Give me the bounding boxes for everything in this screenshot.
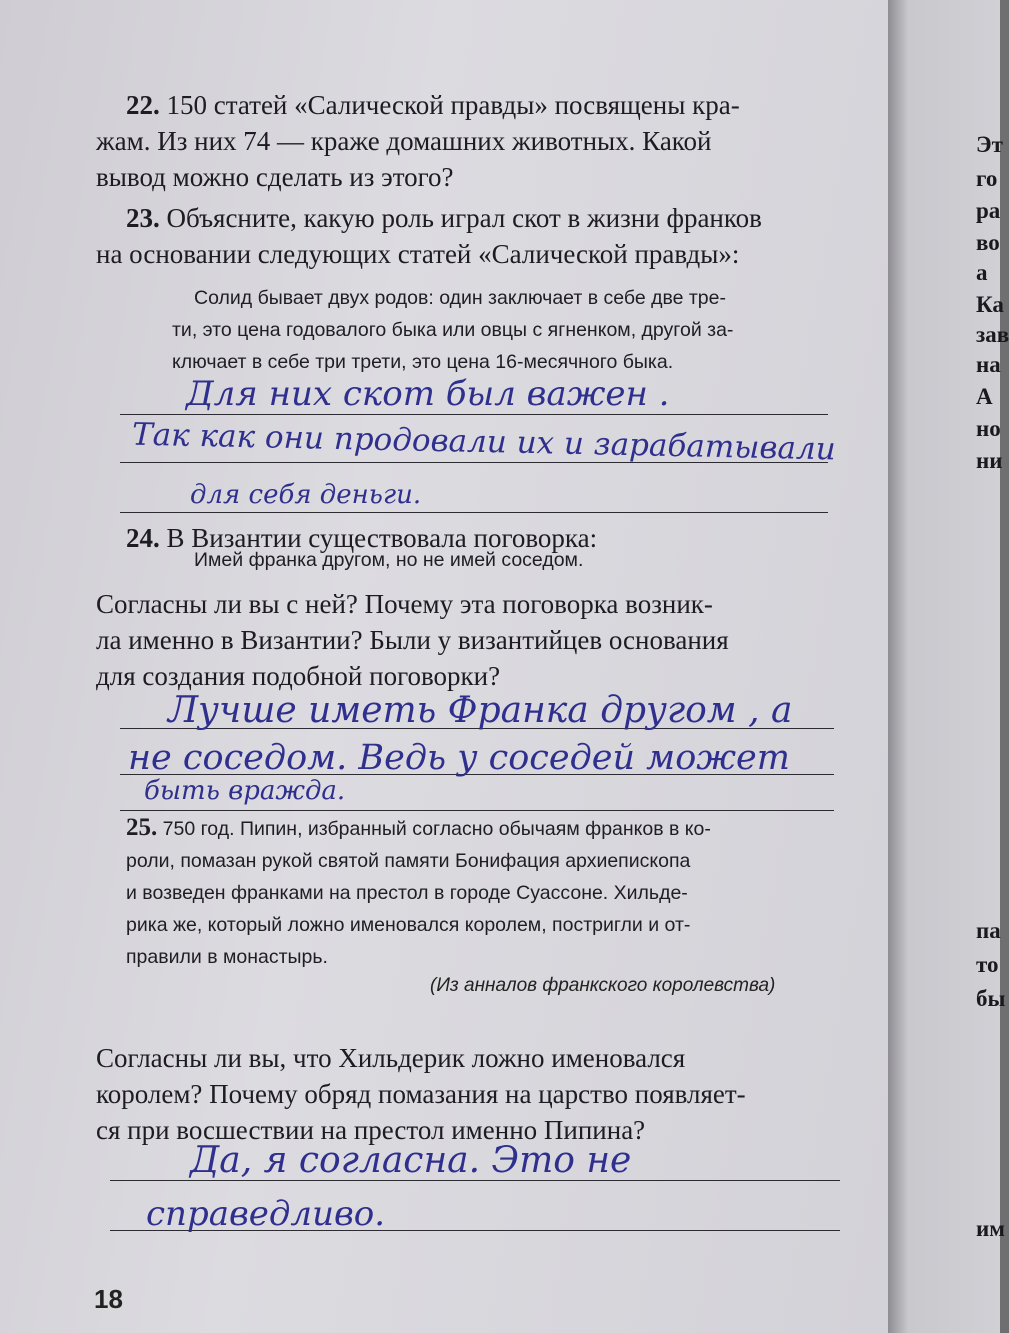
question-number: 23. (126, 203, 160, 233)
question-25-text (96, 1040, 856, 1148)
question-text: ла именно в Византии? Были у византийцев основания (96, 625, 729, 655)
handwritten-answer: для себя деньги. (190, 480, 422, 510)
next-page-fragment: ра (976, 198, 1001, 223)
next-page-fragment: А (976, 384, 993, 409)
next-page-fragment: во (976, 230, 1000, 255)
handwritten-answer: быть вражда. (144, 776, 346, 806)
quote-line: роли, помазан рукой святой памяти Бонифация архиепископа (126, 850, 691, 872)
handwritten-answer: Да, я согласна. Это не (190, 1140, 632, 1181)
next-page-fragment: Ка (976, 292, 1004, 317)
answer-line (120, 512, 828, 513)
question-text: Объясните, какую роль играл скот в жизни франков (166, 203, 762, 233)
question-number: 22. (126, 90, 160, 120)
next-page-fragment: на (976, 352, 1001, 377)
next-page-fragment: го (976, 166, 998, 191)
next-page-fragment: а (976, 260, 988, 285)
quote-line: ти, это цена годовалого быка или овцы с ягненком, другой за- (172, 319, 734, 341)
quote-line: рика же, который ложно именовался королем, постригли и от- (126, 914, 691, 936)
question-text: для создания подобной поговорки? (96, 661, 501, 691)
next-page-fragment: ни (976, 448, 1003, 473)
quote-line: Имей франка другом, но не имей соседом. (194, 549, 584, 571)
handwritten-answer: Так как они продовали их и зарабатывали (131, 416, 837, 468)
quote-line: правили в монастырь. (126, 946, 328, 968)
question-text: вывод можно сделать из этого? (96, 162, 454, 192)
quote-line: 750 год. Пипин, избранный согласно обычаям франков в ко- (162, 818, 711, 840)
next-page-fragment: но (976, 416, 1001, 441)
question-text: жам. Из них 74 — краже домашних животных. Какой (96, 126, 712, 156)
answer-line (120, 414, 828, 415)
handwritten-answer: Для них скот был важен . (186, 374, 670, 414)
handwritten-answer: Лучше иметь Франка другом , а (168, 690, 793, 731)
question-text: королем? Почему обряд помазания на царство появляет- (96, 1079, 746, 1109)
next-page-fragment: па (976, 918, 1001, 943)
question-23 (96, 200, 866, 272)
quote-source: (Из анналов франкского королевства) (430, 975, 776, 996)
handwritten-answer: справедливо. (146, 1194, 386, 1234)
handwritten-answer: не соседом. Ведь у соседей может (128, 738, 790, 778)
next-page-fragment: Эт (976, 132, 1003, 157)
question-text: В Византии существовала поговорка: (166, 523, 598, 553)
quote-23 (172, 282, 852, 378)
answer-line (120, 810, 834, 811)
question-24-text (96, 586, 856, 694)
question-text: на основании следующих статей «Салической правды»: (96, 239, 740, 269)
question-number: 25. (126, 814, 158, 841)
quote-24 (194, 544, 583, 576)
question-number: 24. (126, 523, 160, 553)
page-number: 18 (94, 1284, 123, 1314)
question-text: ся при восшествии на престол именно Пипина? (96, 1115, 646, 1145)
next-page-fragment: им (976, 1216, 1005, 1241)
question-text: 150 статей «Салической правды» посвящены кра- (166, 90, 740, 120)
quote-line: и возведен франками на престол в городе Суассоне. Хильде- (126, 882, 688, 904)
question-22 (96, 87, 846, 195)
next-page-fragment: бы (976, 986, 1006, 1011)
quote-line: ключает в себе три трети, это цена 16-месячного быка. (172, 351, 674, 373)
next-page-fragment: то (976, 952, 999, 977)
question-25 (126, 812, 846, 973)
quote-line: Солид бывает двух родов: один заключает в себе две тре- (194, 287, 726, 309)
next-page-fragment: зав (976, 322, 1009, 347)
question-text: Согласны ли вы с ней? Почему эта поговорка возник- (96, 589, 713, 619)
question-text: Согласны ли вы, что Хильдерик ложно именовался (96, 1043, 686, 1073)
